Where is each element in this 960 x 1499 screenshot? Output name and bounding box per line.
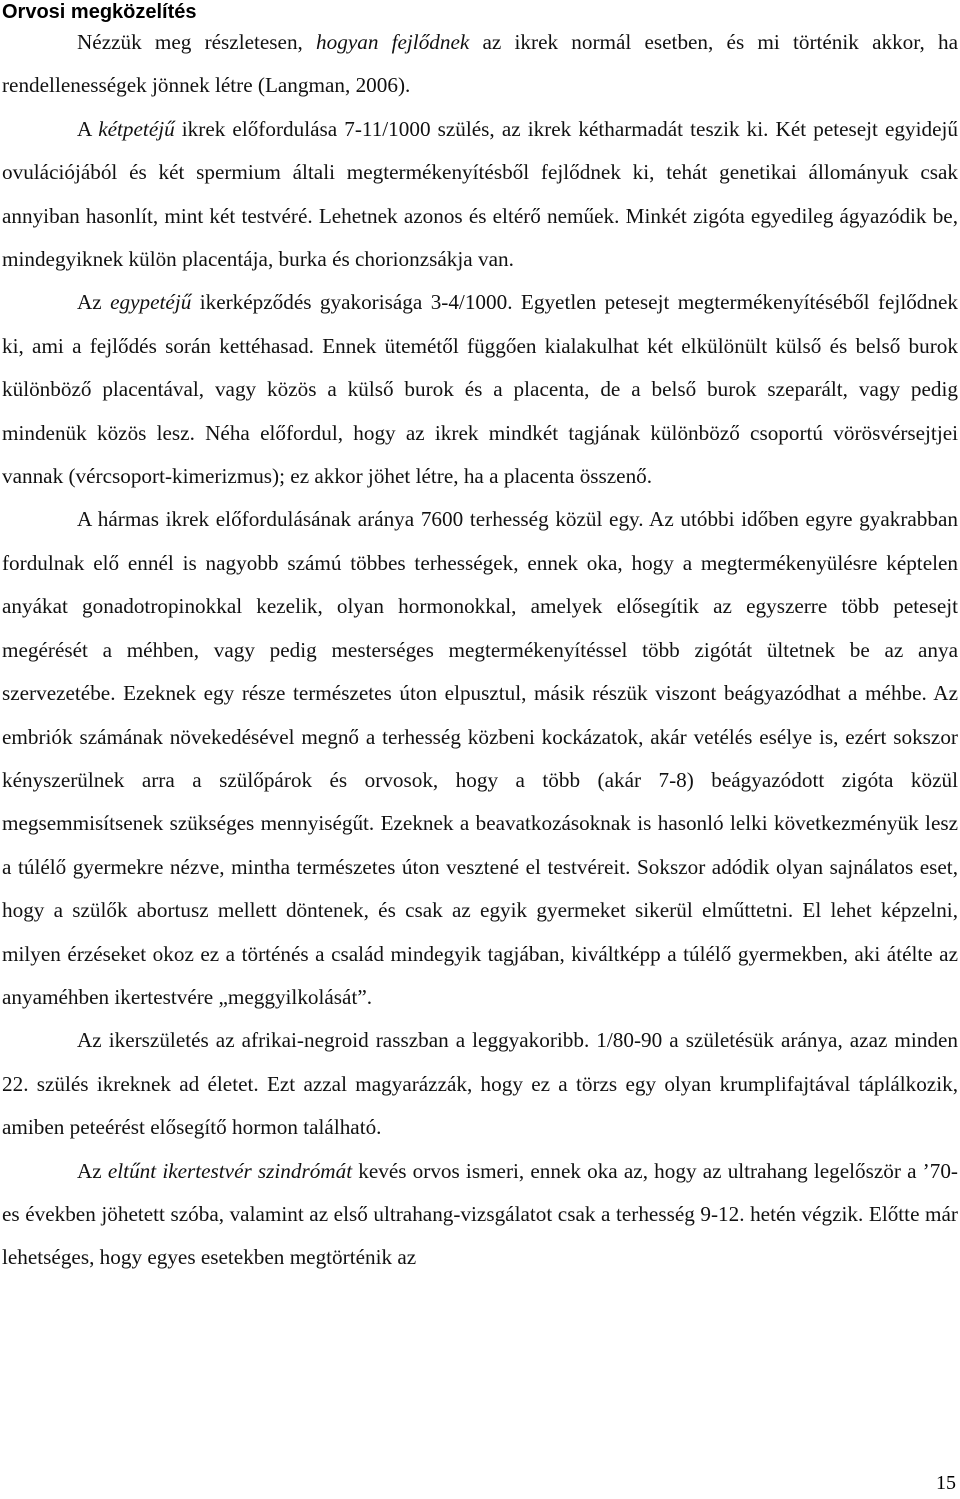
text-run: A hármas ikrek előfordulásának aránya 7600 terhesség közül egy. Az utóbbi időben egyre gyakrabban fordulnak elő ennél is nagyobb számú többes terhességek, ennek oka, hogy a megtermékenyülésre képtelen anyákat gonadotropinokkal kezelik, olyan hormonokkal, amelyek elősegítik az egyszerre több petesejt megérését a méhben, vagy pedig mesterséges megtermékenyítéssel több zigótát ültetnek be az anya szervezetébe. Ezeknek egy része természetes úton elpusztul, másik részük viszont beágyazódhat a méhbe. Az embriók számának növekedésével megnő a terhesség közbeni kockázatok, akár vetélés esélye is, ezért sokszor kényszerülnek arra a szülőpárok és orvosok, hogy a több (akár 7-8) beágyazódott zigóta közül megsemmisítsenek szükséges mennyiségűt. Ezeknek a beavatkozásoknak is hasonló lelki következményük lesz a túlélő gyermekre nézve, mintha természetes úton vesztené el testvéreit. Sokszor adódik olyan sajnálatos eset, hogy a szülők abortusz mellett döntenek, és csak az egyik gyermeket sikerül elműttetni. El lehet képzelni, milyen érzéseket okoz ez a történés a család mindegyik tagjában, kiváltképp a túlélő gyermekben, aki átélte az anyaméhben ikertestvére „meggyilkolását”.	[2, 507, 958, 1009]
text-run: ikrek előfordulása 7-11/1000 szülés, az ikrek kétharmadát teszik ki. Két petesejt egyidejű ovulációjából és két spermium általi megtermékenyítésből fejlődnek ki, tehát genetikai állományuk csak annyiban hasonlít, mint két testvéré. Lehetnek azonos és eltérő neműek. Minkét zigóta egyedileg ágyazódik be, mindegyiknek külön placentája, burka és chorionzsákja van.	[2, 116, 958, 272]
italic-term: kétpetéjű	[98, 116, 175, 141]
italic-term: eltűnt ikertestvér szindrómát	[107, 1158, 353, 1183]
text-run: kevés orvos ismeri, ennek oka az, hogy az ultrahang legelőször a ’70-es években jöhetett szóba, valamint az első ultrahang-vizsgálatot csak a terhesség 9-12. hetén végzik. Előtte már lehetséges, hogy egyes esetekben megtörténik az	[2, 1158, 958, 1270]
page-number: 15	[936, 1472, 956, 1494]
text-run: Az	[77, 290, 111, 315]
paragraph	[2, 1150, 958, 1280]
text-run: az ikrek normál esetben, és mi történik akkor, ha rendellenességek jönnek létre (Langman, 2006).	[2, 30, 958, 98]
text-run: Az ikerszületés az afrikai-negroid rasszban a leggyakoribb. 1/80-90 a születésük aránya, azaz minden 22. szülés ikreknek ad életet. Ezt azzal magyarázzák, hogy ez a törzs egy olyan krumplifajtával táplálkozik, amiben peteérést elősegítő hormon található.	[2, 1028, 958, 1140]
italic-term: hogyan fejlődnek	[316, 30, 470, 54]
italic-term: egypetéjű	[110, 290, 192, 315]
document-page	[2, 0, 958, 1280]
section-heading: Orvosi megközelítés	[2, 1, 197, 23]
text-run: ikerképződés gyakorisága 3-4/1000. Egyetlen petesejt megtermékenyítéséből fejlődnek ki, ami a fejlődés során kettéhasad. Ennek ütemétől függően kialakulhat két elkülönült külső és belső burok különböző placentával, vagy közös a külső burok és a placenta, de a belső burok szeparált, vagy pedig mindenük közös lesz. Néha előfordul, hogy az ikrek mindkét tagjának különböző csoportú vörösvérsejtjei vannak (vércsoport-kimerizmus); ez akkor jöhet létre, ha a placenta összenő.	[2, 290, 958, 489]
paragraph	[2, 1019, 958, 1149]
text-run: Az	[77, 1158, 108, 1183]
paragraph	[2, 281, 958, 498]
paragraph	[2, 108, 958, 282]
text-run: A	[77, 116, 99, 141]
text-run: Nézzük meg részletesen,	[77, 30, 317, 54]
paragraph	[2, 21, 958, 108]
body-text	[2, 21, 958, 1280]
paragraph	[2, 498, 958, 1019]
